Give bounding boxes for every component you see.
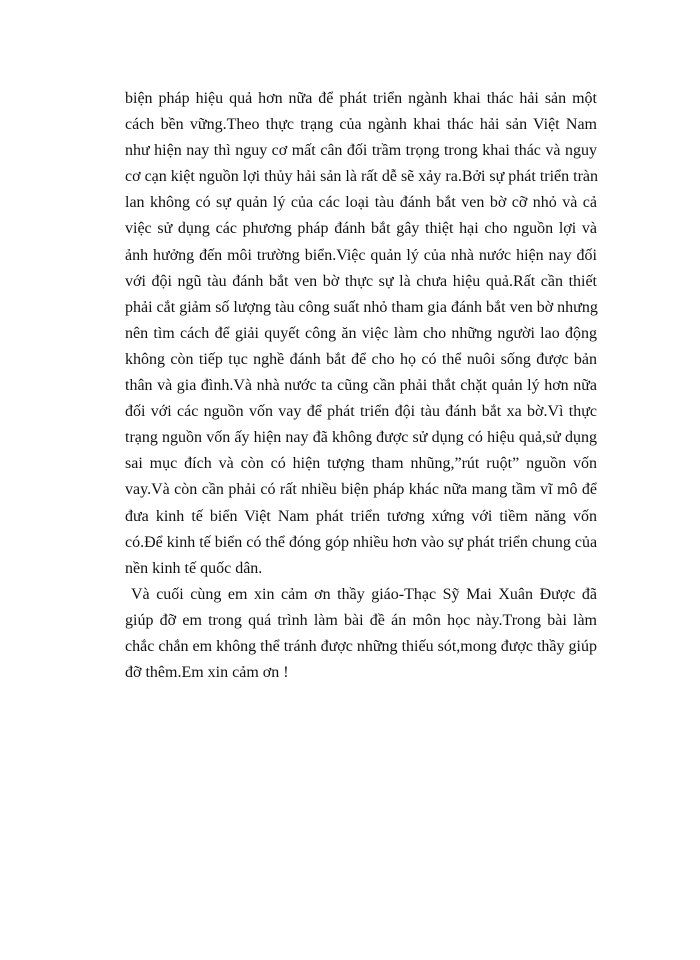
text-line: Và cuối cùng em xin cảm ơn thầy giáo-Thạc Sỹ Mai Xuân Được đã: [131, 585, 597, 603]
text-line: như hiện nay thì nguy cơ mất cân đối trầm trọng trong khai thác và nguy: [125, 142, 597, 160]
text-line: đưa kinh tế biển Việt Nam phát triển tương xứng với tiềm năng vốn: [125, 507, 597, 525]
paragraph-conclusion: [125, 86, 597, 582]
text-line: ảnh hưởng đến môi trường biển.Việc quản lý của nhà nước hiện nay đối: [125, 246, 597, 264]
text-line: phải cắt giảm số lượng tàu công suất nhỏ tham gia đánh bắt ven bờ nhưng: [125, 298, 598, 316]
text-line: với đội ngũ tàu đánh bắt ven bờ thực sự là chưa hiệu quả.Rất cần thiết: [125, 272, 597, 290]
text-line: cơ cạn kiệt nguồn lợi thủy hải sản là rất dễ sẽ xảy ra.Bởi sự phát triển tràn: [125, 168, 599, 186]
text-line: đỡ thêm.Em xin cảm ơn !: [125, 664, 289, 682]
text-line: nên tìm cách để giải quyết công ăn việc làm cho những người lao động: [125, 324, 597, 342]
text-line: có.Để kinh tế biển có thể đóng góp nhiều hơn vào sự phát triển chung của: [125, 533, 598, 551]
text-line: vay.Và còn cần phải có rất nhiều biện pháp khác nữa mang tầm vĩ mô để: [125, 481, 597, 499]
text-line: sai mục đích và còn có hiện tượng tham nhũng,”rút ruột” nguồn vốn: [125, 455, 597, 473]
text-line: nền kinh tế quốc dân.: [125, 559, 263, 577]
text-line: không còn tiếp tục nghề đánh bắt để cho họ có thể nuôi sống được bản: [125, 350, 597, 368]
text-line: việc sử dụng các phương pháp đánh bắt gây thiệt hại cho nguồn lợi và: [125, 220, 597, 238]
paragraph-acknowledgement: [125, 582, 597, 686]
document-body: [125, 86, 597, 686]
text-line: thân và gia đình.Và nhà nước ta cũng cần phải thắt chặt quản lý hơn nữa: [125, 377, 597, 395]
text-line: cách bền vững.Theo thực trạng của ngành khai thác hải sản Việt Nam: [125, 116, 597, 134]
text-line: trạng nguồn vốn ấy hiện nay đã không được sử dụng có hiệu quả,sử dụng: [125, 429, 597, 447]
text-line: lan không có sự quản lý của các loại tàu đánh bắt ven bờ cỡ nhỏ và cả: [125, 194, 597, 212]
text-line: đối với các nguồn vốn vay để phát triển đội tàu đánh bắt xa bờ.Vì thực: [125, 403, 597, 421]
text-line: chắc chắn em không thể tránh được những thiếu sót,mong được thầy giúp: [125, 637, 597, 655]
text-line: biện pháp hiệu quả hơn nữa để phát triển ngành khai thác hải sản một: [125, 90, 597, 107]
text-line: giúp đỡ em trong quá trình làm bài đề án môn học này.Trong bài làm: [125, 611, 597, 629]
